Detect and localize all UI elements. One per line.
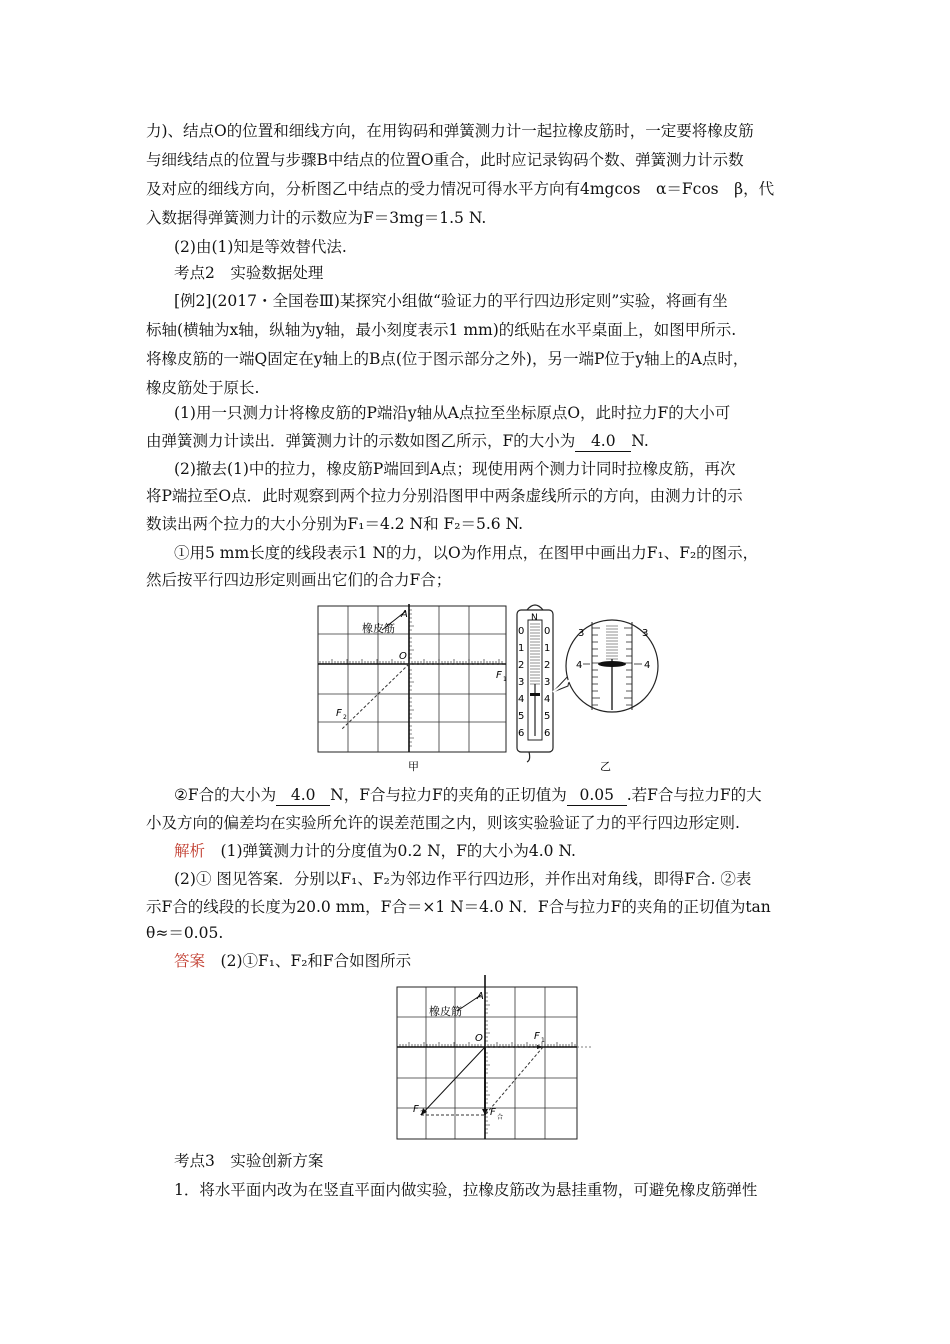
zoom-label-4-right: 4	[644, 660, 651, 671]
text-line: (2)① 图见答案．分别以F₁、F₂为邻边作平行四边形，并作出对角线，即得F合. ②表	[174, 870, 752, 888]
figure-yi	[508, 604, 678, 774]
label-f2: F	[413, 1104, 419, 1115]
label-f2: F	[336, 708, 342, 719]
text-line: 数读出两个拉力的大小分别为F₁＝4.2 N和 F₂＝5.6 N.	[146, 515, 524, 533]
svg-text:0: 0	[518, 626, 525, 637]
text-line: 将橡皮筋的一端Q固定在y轴上的B点(位于图示部分之外)，另一端P位于y轴上的A点时，	[146, 350, 749, 368]
text-segment: .若F合与拉力F的大	[626, 786, 762, 804]
text-line: 与细线结点的位置与步骤B中结点的位置O重合，此时应记录钩码个数、弹簧测力计示数	[146, 151, 744, 169]
text-line: 力)、结点O的位置和细线方向，在用钩码和弹簧测力计一起拉橡皮筋时，一定要将橡皮筋	[146, 122, 754, 140]
text-segment: (1)弹簧测力计的分度值为0.2 N，F的大小为4.0 N.	[220, 842, 576, 860]
scale-bottom-hook	[527, 752, 530, 762]
text-segment: 由弹簧测力计读出．弹簧测力计的示数如图乙所示，F的大小为	[146, 432, 576, 450]
label-rubber-band: 橡皮筋	[429, 1005, 462, 1018]
analysis-label: 解析	[174, 842, 206, 860]
text-segment: ②F合的大小为	[174, 786, 277, 804]
answer-blank: 0.05	[567, 785, 627, 806]
label-f-he: F	[490, 1107, 496, 1118]
text-line: 及对应的细线方向，分析图乙中结点的受力情况可得水平方向有4mgcos α＝Fcos β，代	[146, 180, 775, 198]
label-a: A	[401, 609, 408, 620]
text-line	[174, 785, 762, 806]
section-heading: 考点3 实验创新方案	[174, 1152, 324, 1170]
zoom-pointer	[598, 661, 626, 667]
text-line: 标轴(横轴为x轴，纵轴为y轴，最小刻度表示1 mm)的纸贴在水平桌面上，如图甲所示.	[146, 321, 737, 339]
text-segment: N.	[631, 432, 649, 450]
figure-jia	[314, 604, 514, 774]
text-segment: N，F合与拉力F的夹角的正切值为	[330, 786, 567, 804]
svg-text:4: 4	[544, 694, 551, 705]
answer-blank: 4.0	[575, 431, 631, 452]
svg-text:1: 1	[518, 643, 525, 654]
figure-answer	[393, 975, 593, 1145]
text-line: 橡皮筋处于原长.	[146, 379, 260, 397]
grid-border	[397, 987, 577, 1139]
svg-text:6: 6	[518, 728, 525, 739]
label-a: A	[477, 991, 484, 1002]
scale-numbers-right	[544, 626, 550, 739]
text-line	[174, 841, 576, 861]
spring-scale-diagram	[508, 604, 678, 774]
label-rubber-band: 橡皮筋	[362, 622, 395, 635]
text-line: 示F合的线段的长度为20.0 mm，F合＝×1 N＝4.0 N．F合与拉力F的夹角的正切值为tan	[146, 898, 771, 916]
label-o: O	[475, 1033, 483, 1044]
scale-top-hook	[527, 605, 543, 610]
text-line: 入数据得弹簧测力计的示数应为F＝3mg＝1.5 N.	[146, 209, 487, 227]
svg-text:3: 3	[518, 677, 525, 688]
label-f1: F	[496, 670, 502, 681]
label-f1-sub: 1	[541, 1037, 545, 1044]
text-segment: (2)①F₁、F₂和F合如图所示	[220, 952, 412, 970]
svg-text:6: 6	[544, 728, 551, 739]
svg-text:5: 5	[544, 711, 551, 722]
answer-label: 答案	[174, 952, 206, 970]
f2-vector	[421, 1047, 485, 1115]
label-o: O	[399, 651, 407, 662]
label-f-he-sub: 合	[497, 1114, 504, 1121]
text-line: (2)由(1)知是等效替代法.	[174, 238, 347, 256]
text-line: 小及方向的偏差均在实验所允许的误差范围之内，则该实验验证了力的平行四边形定则.	[146, 814, 740, 832]
label-f1: F	[534, 1031, 540, 1042]
text-line: 然后按平行四边形定则画出它们的合力F合；	[146, 571, 452, 589]
label-n: N	[531, 613, 538, 623]
label-f2-sub: 2	[343, 714, 347, 721]
text-line: 将P端拉至O点．此时观察到两个拉力分别沿图甲中两条虚线所示的方向，由测力计的示	[146, 487, 743, 505]
grid-diagram-jia	[314, 604, 514, 774]
svg-text:0: 0	[544, 626, 551, 637]
scale-pointer	[530, 693, 540, 696]
f2-dashed-line	[342, 664, 409, 729]
parallelogram-side	[485, 1047, 543, 1115]
text-line	[174, 951, 411, 971]
text-line: 1．将水平面内改为在竖直平面内做实验，拉橡皮筋改为悬挂重物，可避免橡皮筋弹性	[174, 1181, 758, 1199]
text-line: (2)撤去(1)中的拉力，橡皮筋P端回到A点；现使用两个测力计同时拉橡皮筋，再次	[174, 460, 736, 478]
svg-text:1: 1	[544, 643, 551, 654]
svg-text:2: 2	[544, 660, 551, 671]
svg-text:5: 5	[518, 711, 525, 722]
zoom-label-3-right: 3	[642, 628, 649, 639]
answer-blank: 4.0	[276, 785, 330, 806]
label-f1-sub: 1	[503, 676, 507, 683]
spring-coil	[530, 624, 540, 684]
text-line	[146, 431, 649, 452]
text-line: (1)用一只测力计将橡皮筋的P端沿y轴从A点拉至坐标原点O，此时拉力F的大小可	[174, 404, 731, 422]
zoom-label-4-left: 4	[576, 660, 583, 671]
text-line: θ≈＝0.05.	[146, 924, 224, 942]
label-f2-sub: 2	[420, 1110, 424, 1117]
scale-numbers-left	[518, 626, 524, 739]
svg-text:3: 3	[544, 677, 551, 688]
svg-text:4: 4	[518, 694, 525, 705]
text-line: ①用5 mm长度的线段表示1 N的力，以O为作用点，在图甲中画出力F₁、F₂的图示，	[174, 544, 759, 562]
text-line: [例2](2017・全国卷Ⅲ)某探究小组做“验证力的平行四边形定则”实验，将画有坐	[174, 292, 728, 310]
grid-lines	[397, 987, 577, 1139]
grid-diagram-answer	[393, 975, 593, 1145]
zoom-label-3-left: 3	[578, 628, 585, 639]
section-heading: 考点2 实验数据处理	[174, 264, 324, 282]
caption-jia: 甲	[408, 760, 419, 773]
svg-text:2: 2	[518, 660, 525, 671]
caption-yi: 乙	[600, 760, 611, 773]
